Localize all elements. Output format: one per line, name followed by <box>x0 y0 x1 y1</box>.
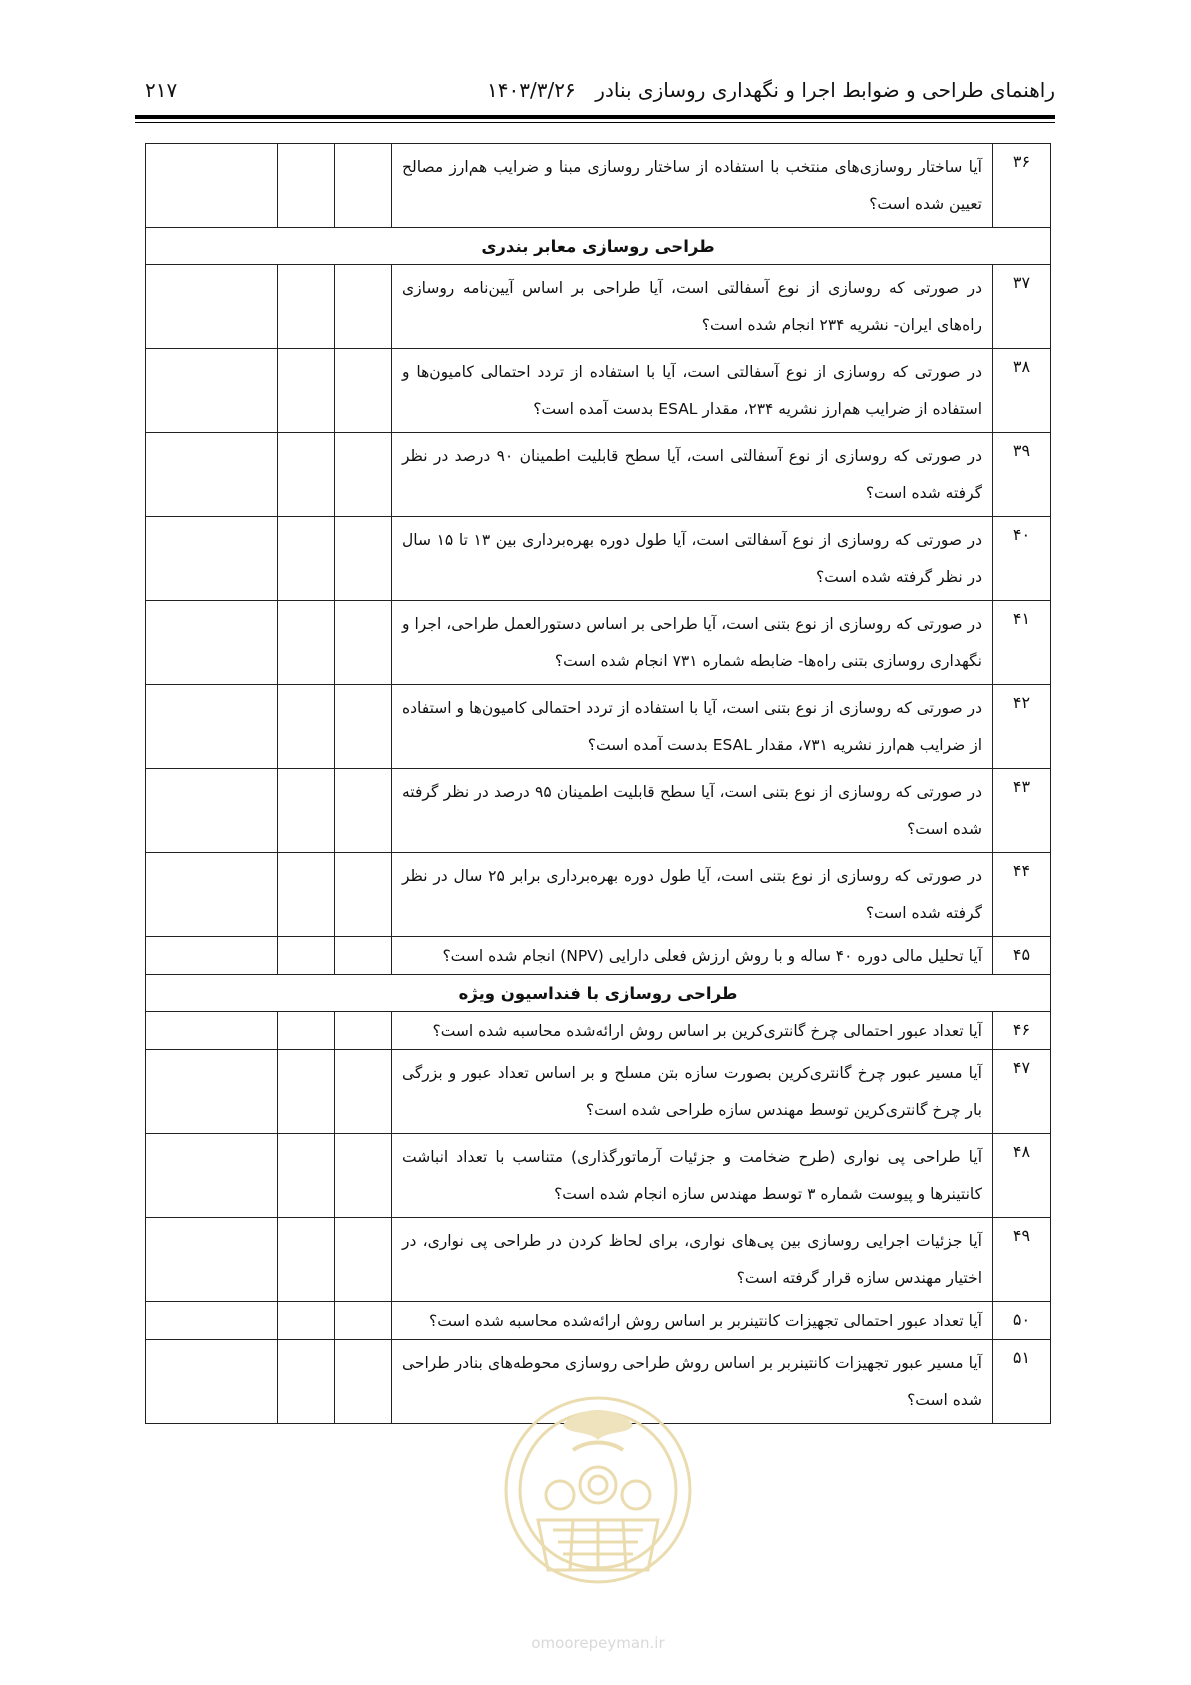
row-number: ۴۸ <box>993 1134 1051 1218</box>
answer-cell-2[interactable] <box>278 265 335 349</box>
answer-cell-2[interactable] <box>278 1050 335 1134</box>
row-number: ۴۶ <box>993 1012 1051 1050</box>
answer-cell-2[interactable] <box>278 601 335 685</box>
answer-cell-3[interactable] <box>146 1302 278 1340</box>
answer-cell-3[interactable] <box>146 769 278 853</box>
answer-cell-3[interactable] <box>146 144 278 228</box>
question-text: آیا ساختار روسازی‌های منتخب با استفاده از ساختار روسازی مبنا و ضرایب هم‌ارز مصالح تعیین شده است؟ <box>392 144 993 228</box>
checklist-table <box>145 143 1051 1424</box>
row-number: ۴۷ <box>993 1050 1051 1134</box>
section-heading: طراحی روسازی با فنداسیون ویژه <box>146 975 1051 1012</box>
answer-cell-3[interactable] <box>146 349 278 433</box>
checklist-row <box>146 853 1051 937</box>
page-number: ۲۱۷ <box>145 78 178 102</box>
answer-cell-3[interactable] <box>146 601 278 685</box>
checklist-row <box>146 144 1051 228</box>
answer-cell-3[interactable] <box>146 1050 278 1134</box>
watermark-seal <box>478 1370 718 1670</box>
answer-cell-3[interactable] <box>146 937 278 975</box>
answer-cell-1[interactable] <box>335 1340 392 1424</box>
answer-cell-2[interactable] <box>278 517 335 601</box>
checklist-row <box>146 433 1051 517</box>
answer-cell-3[interactable] <box>146 433 278 517</box>
checklist-row <box>146 1012 1051 1050</box>
answer-cell-2[interactable] <box>278 853 335 937</box>
answer-cell-3[interactable] <box>146 1134 278 1218</box>
answer-cell-3[interactable] <box>146 1012 278 1050</box>
answer-cell-1[interactable] <box>335 685 392 769</box>
answer-cell-3[interactable] <box>146 265 278 349</box>
row-number: ۴۱ <box>993 601 1051 685</box>
answer-cell-3[interactable] <box>146 1340 278 1424</box>
answer-cell-1[interactable] <box>335 1218 392 1302</box>
question-text: در صورتی که روسازی از نوع بتنی است، آیا طراحی بر اساس دستورالعمل طراحی، اجرا و نگهداری روسازی بتنی راه‌ها- ضابطه شماره ۷۳۱ انجام شده است؟ <box>392 601 993 685</box>
answer-cell-1[interactable] <box>335 1050 392 1134</box>
watermark-url: omoorepeyman.ir <box>531 1634 665 1652</box>
question-text: در صورتی که روسازی از نوع آسفالتی است، آیا طول دوره بهره‌برداری بین ۱۳ تا ۱۵ سال در نظر گرفته شده است؟ <box>392 517 993 601</box>
checklist-row <box>146 685 1051 769</box>
answer-cell-1[interactable] <box>335 937 392 975</box>
answer-cell-1[interactable] <box>335 1134 392 1218</box>
row-number: ۳۶ <box>993 144 1051 228</box>
question-text: آیا مسیر عبور تجهیزات کانتینربر بر اساس روش طراحی روسازی محوطه‌های بنادر طراحی شده است؟ <box>392 1340 993 1424</box>
answer-cell-2[interactable] <box>278 1012 335 1050</box>
question-text: در صورتی که روسازی از نوع آسفالتی است، آیا طراحی بر اساس آیین‌نامه روسازی راه‌های ایران- نشریه ۲۳۴ انجام شده است؟ <box>392 265 993 349</box>
answer-cell-1[interactable] <box>335 144 392 228</box>
answer-cell-2[interactable] <box>278 1302 335 1340</box>
document-title: راهنمای طراحی و ضوابط اجرا و نگهداری روسازی بنادر <box>595 78 1055 102</box>
question-text: در صورتی که روسازی از نوع بتنی است، آیا با استفاده از تردد احتمالی کامیون‌ها و استفاده از ضرایب هم‌ارز نشریه ۷۳۱، مقدار ESAL بدست آمده است؟ <box>392 685 993 769</box>
question-text: آیا تعداد عبور احتمالی چرخ گانتری‌کرین بر اساس روش ارائه‌شده محاسبه شده است؟ <box>392 1012 993 1050</box>
row-number: ۵۱ <box>993 1340 1051 1424</box>
checklist-row <box>146 517 1051 601</box>
answer-cell-2[interactable] <box>278 937 335 975</box>
question-text: در صورتی که روسازی از نوع آسفالتی است، آیا سطح قابلیت اطمینان ۹۰ درصد در نظر گرفته شده است؟ <box>392 433 993 517</box>
answer-cell-1[interactable] <box>335 349 392 433</box>
checklist-row <box>146 265 1051 349</box>
row-number: ۴۰ <box>993 517 1051 601</box>
header-rule-thin <box>135 122 1055 123</box>
row-number: ۴۵ <box>993 937 1051 975</box>
answer-cell-3[interactable] <box>146 1218 278 1302</box>
section-heading: طراحی روسازی معابر بندری <box>146 228 1051 265</box>
checklist-row <box>146 1302 1051 1340</box>
answer-cell-2[interactable] <box>278 1340 335 1424</box>
row-number: ۴۳ <box>993 769 1051 853</box>
question-text: آیا تعداد عبور احتمالی تجهیزات کانتینربر بر اساس روش ارائه‌شده محاسبه شده است؟ <box>392 1302 993 1340</box>
checklist-row <box>146 349 1051 433</box>
page-header <box>135 72 1055 112</box>
question-text: در صورتی که روسازی از نوع بتنی است، آیا طول دوره بهره‌برداری برابر ۲۵ سال در نظر گرفته شده است؟ <box>392 853 993 937</box>
question-text: در صورتی که روسازی از نوع آسفالتی است، آیا با استفاده از تردد احتمالی کامیون‌ها و استفاده از ضرایب هم‌ارز نشریه ۲۳۴، مقدار ESAL بدست آمده است؟ <box>392 349 993 433</box>
question-text: در صورتی که روسازی از نوع بتنی است، آیا سطح قابلیت اطمینان ۹۵ درصد در نظر گرفته شده است؟ <box>392 769 993 853</box>
answer-cell-1[interactable] <box>335 265 392 349</box>
section-heading-row <box>146 975 1051 1012</box>
row-number: ۵۰ <box>993 1302 1051 1340</box>
checklist-row <box>146 937 1051 975</box>
answer-cell-2[interactable] <box>278 685 335 769</box>
answer-cell-3[interactable] <box>146 853 278 937</box>
answer-cell-1[interactable] <box>335 1302 392 1340</box>
answer-cell-1[interactable] <box>335 601 392 685</box>
question-text: آیا طراحی پی نواری (طرح ضخامت و جزئیات آرماتورگذاری) متناسب با تعداد انباشت کانتینرها و پیوست شماره ۳ توسط مهندس سازه انجام شده است؟ <box>392 1134 993 1218</box>
checklist-row <box>146 601 1051 685</box>
answer-cell-1[interactable] <box>335 853 392 937</box>
answer-cell-3[interactable] <box>146 517 278 601</box>
question-text: آیا تحلیل مالی دوره ۴۰ ساله و با روش ارزش فعلی دارایی (NPV) انجام شده است؟ <box>392 937 993 975</box>
checklist-row <box>146 1218 1051 1302</box>
question-text: آیا جزئیات اجرایی روسازی بین پی‌های نواری، برای لحاظ کردن در طراحی پی نواری، در اختیار مهندس سازه قرار گرفته است؟ <box>392 1218 993 1302</box>
checklist-row <box>146 1050 1051 1134</box>
answer-cell-2[interactable] <box>278 1134 335 1218</box>
row-number: ۴۹ <box>993 1218 1051 1302</box>
row-number: ۴۴ <box>993 853 1051 937</box>
answer-cell-2[interactable] <box>278 349 335 433</box>
answer-cell-2[interactable] <box>278 433 335 517</box>
section-heading-row <box>146 228 1051 265</box>
answer-cell-2[interactable] <box>278 769 335 853</box>
answer-cell-1[interactable] <box>335 433 392 517</box>
answer-cell-1[interactable] <box>335 769 392 853</box>
answer-cell-1[interactable] <box>335 517 392 601</box>
row-number: ۳۹ <box>993 433 1051 517</box>
question-text: آیا مسیر عبور چرخ گانتری‌کرین بصورت سازه بتن مسلح و بر اساس تعداد عبور و بزرگی بار چرخ گانتری‌کرین توسط مهندس سازه طراحی شده است؟ <box>392 1050 993 1134</box>
answer-cell-2[interactable] <box>278 1218 335 1302</box>
checklist-row <box>146 1134 1051 1218</box>
row-number: ۴۲ <box>993 685 1051 769</box>
document-date: ۱۴۰۳/۳/۲۶ <box>487 78 576 102</box>
answer-cell-1[interactable] <box>335 1012 392 1050</box>
answer-cell-2[interactable] <box>278 144 335 228</box>
header-rule-thick <box>135 115 1055 119</box>
row-number: ۳۷ <box>993 265 1051 349</box>
checklist-row <box>146 769 1051 853</box>
row-number: ۳۸ <box>993 349 1051 433</box>
answer-cell-3[interactable] <box>146 685 278 769</box>
